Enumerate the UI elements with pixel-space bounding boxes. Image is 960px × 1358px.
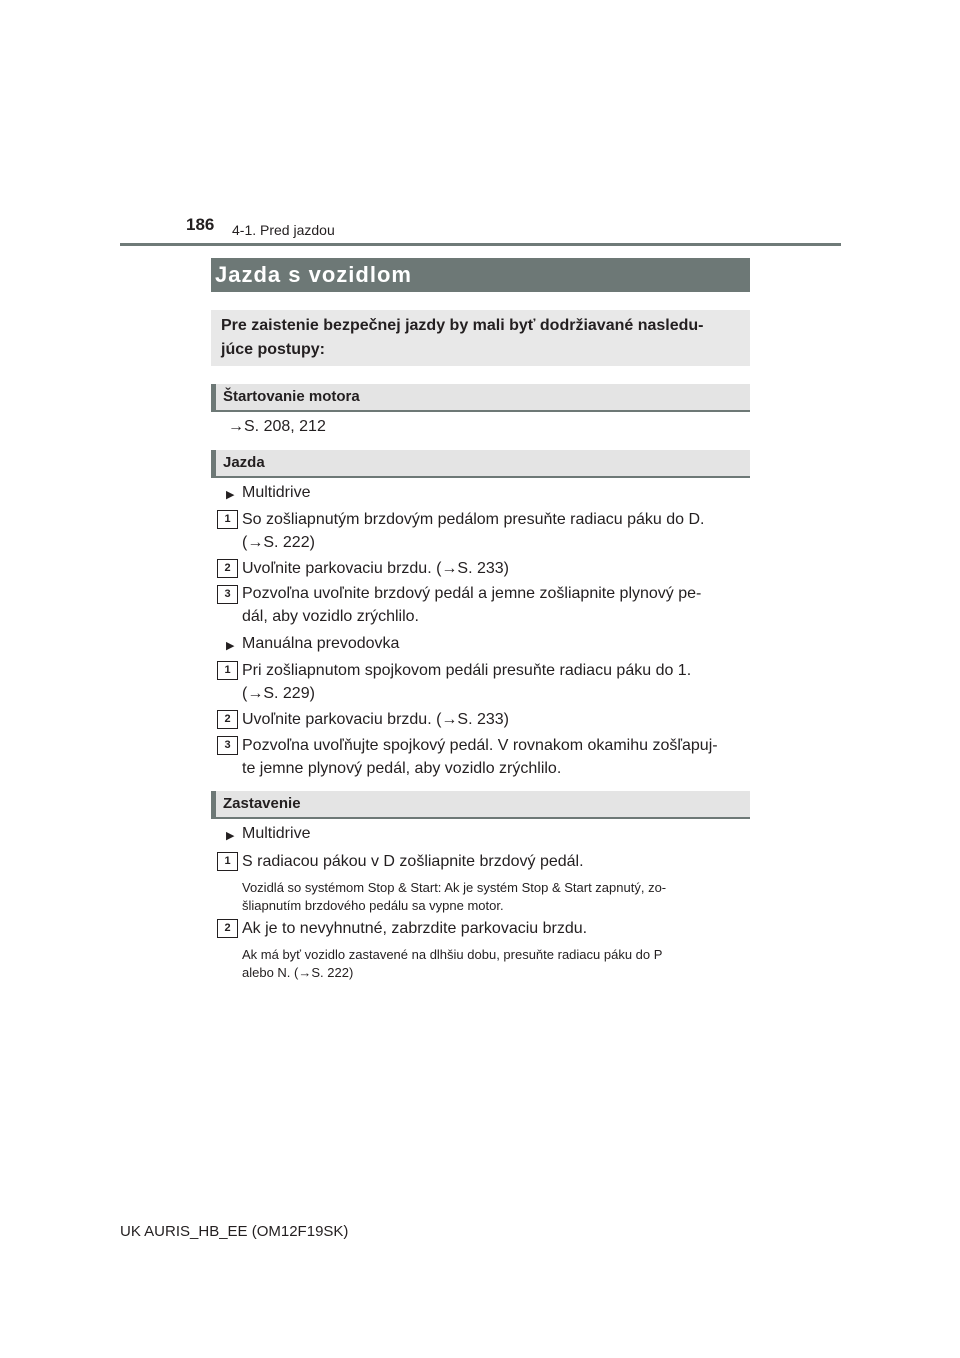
- page-title-bar: [211, 258, 750, 292]
- step-number: 2: [217, 919, 238, 938]
- step-text: Uvoľnite parkovaciu brzdu. (→S. 233): [242, 711, 510, 728]
- step-text: S radiacou pákou v D zošliapnite brzdový pedál.: [242, 853, 584, 870]
- step-text: Pozvoľna uvoľňujte spojkový pedál. V rovnakom okamihu zošľapuj-: [242, 737, 718, 754]
- triangle-bullet-icon: ▶: [226, 830, 235, 842]
- step-note: šliapnutím brzdového pedálu sa vypne motor.: [242, 898, 504, 913]
- section-heading-label: Zastavenie: [223, 795, 301, 812]
- intro-line: Pre zaistenie bezpečnej jazdy by mali byť dodržiavané nasledu-: [221, 317, 704, 334]
- step-text: Pozvoľna uvoľnite brzdový pedál a jemne zošliapnite plynový pe-: [242, 585, 702, 602]
- page-title: Jazda s vozidlom: [215, 262, 412, 287]
- step-text: te jemne plynový pedál, aby vozidlo zrýchlilo.: [242, 760, 562, 777]
- chapter-title: 4-1. Pred jazdou: [232, 222, 335, 238]
- triangle-bullet-icon: ▶: [226, 489, 235, 501]
- step-note: alebo N. (→S. 222): [242, 965, 354, 980]
- section-heading-drive: [211, 450, 750, 478]
- step-text: Uvoľnite parkovaciu brzdu. (→S. 233): [242, 560, 510, 577]
- step-note: Ak má byť vozidlo zastavené na dlhšiu dobu, presuňte radiacu páku do P: [242, 947, 663, 962]
- step-text: So zošliapnutým brzdovým pedálom presuňte radiacu páku do D.: [242, 511, 705, 528]
- step-text: (→S. 229): [242, 685, 315, 702]
- step-number: 2: [217, 559, 238, 578]
- subheading-multidrive: Multidrive: [242, 825, 311, 842]
- step-note: Vozidlá so systémom Stop & Start: Ak je systém Stop & Start zapnutý, zo-: [242, 880, 667, 895]
- triangle-bullet-icon: ▶: [226, 640, 235, 652]
- section-heading-start: [211, 384, 750, 412]
- step-text: (→S. 222): [242, 534, 315, 551]
- step-text: dál, aby vozidlo zrýchlilo.: [242, 608, 419, 625]
- page-reference: →S. 208, 212: [228, 418, 326, 435]
- step-number: 1: [217, 852, 238, 871]
- footer-model-code: UK AURIS_HB_EE (OM12F19SK): [120, 1223, 349, 1240]
- section-heading-label: Jazda: [223, 454, 265, 471]
- header-divider: [120, 243, 841, 246]
- step-number: 1: [217, 510, 238, 529]
- section-heading-stop: [211, 791, 750, 819]
- page-number: 186: [186, 215, 215, 234]
- subheading-multidrive: Multidrive: [242, 484, 311, 501]
- step-number: 1: [217, 661, 238, 680]
- step-number: 3: [217, 585, 238, 604]
- step-text: Ak je to nevyhnutné, zabrzdite parkovaciu brzdu.: [242, 920, 588, 937]
- section-heading-label: Štartovanie motora: [223, 388, 360, 405]
- subheading-manual: Manuálna prevodovka: [242, 635, 400, 652]
- intro-line: júce postupy:: [221, 341, 326, 358]
- step-number: 3: [217, 736, 238, 755]
- step-number: 2: [217, 710, 238, 729]
- step-text: Pri zošliapnutom spojkovom pedáli presuňte radiacu páku do 1.: [242, 662, 692, 679]
- intro-box: [211, 310, 750, 366]
